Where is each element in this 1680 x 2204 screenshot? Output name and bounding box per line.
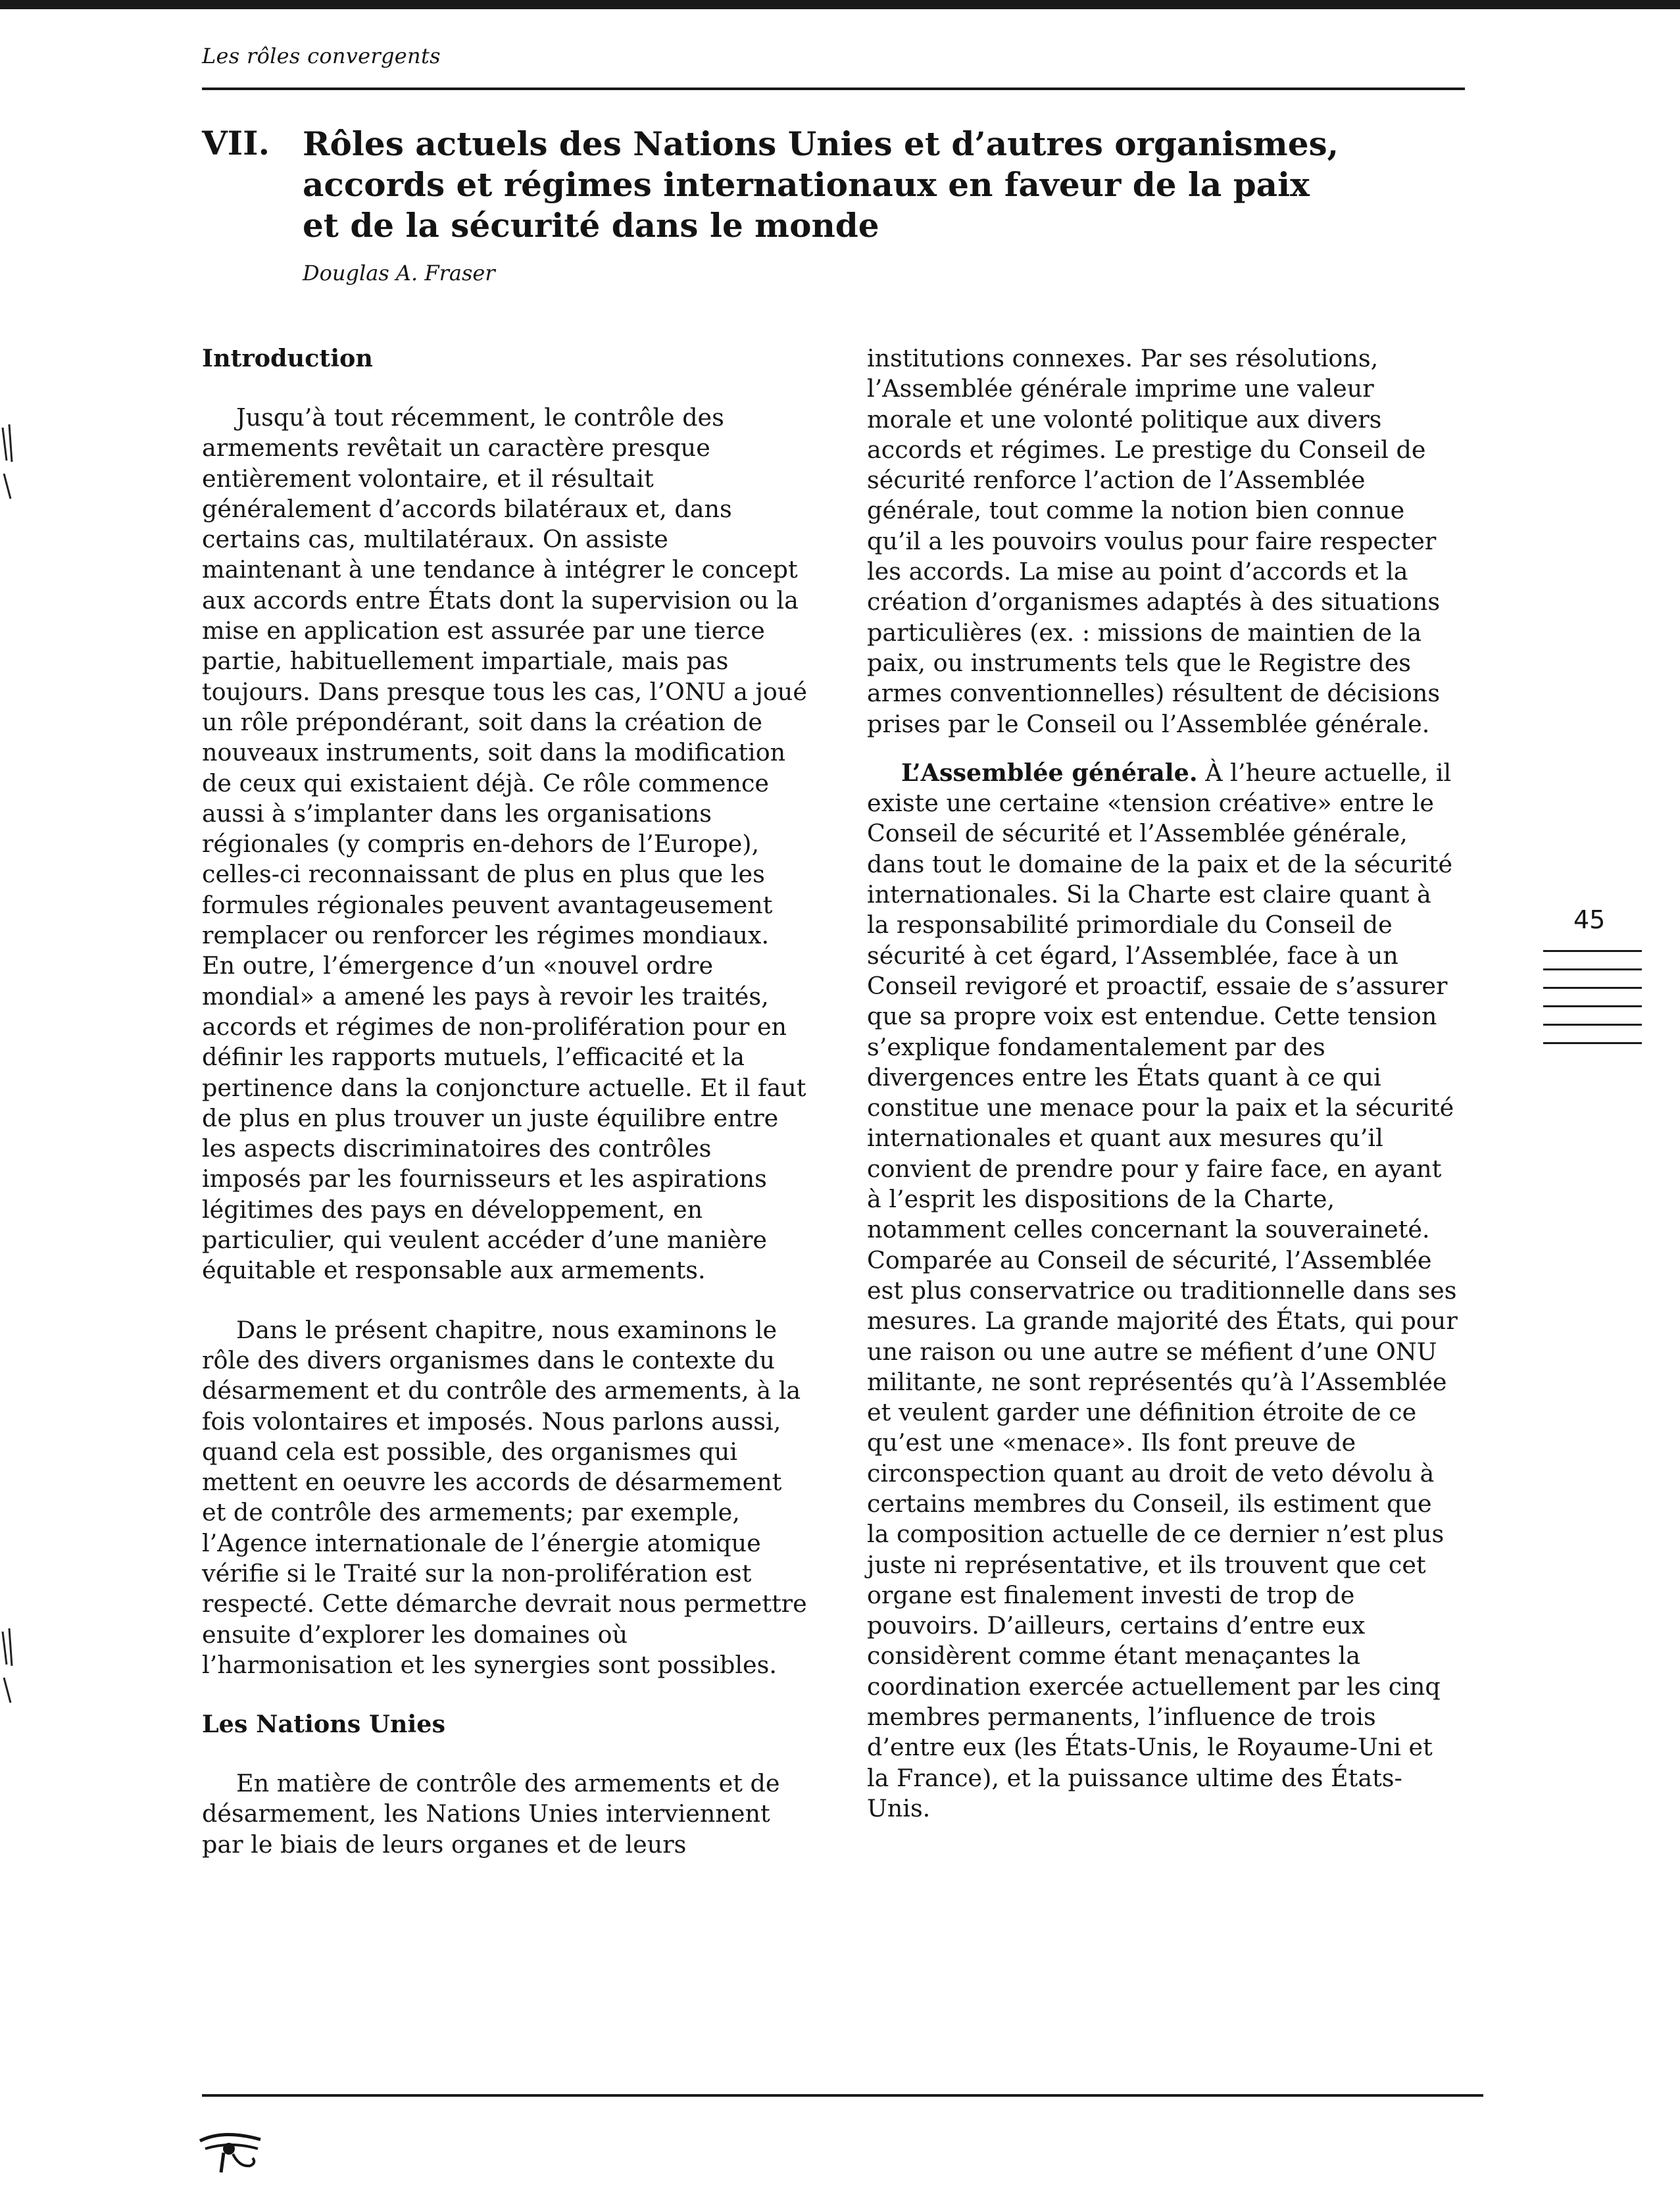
top-edge-band: [0, 0, 1680, 9]
left-column: [202, 343, 807, 1860]
chapter-title-line-3: et de la sécurité dans le monde: [303, 206, 879, 245]
page-number: 45: [1573, 905, 1606, 934]
running-head: Les rôles convergents: [202, 43, 441, 68]
footer-rule: [202, 2094, 1483, 2097]
eye-of-horus-icon: [197, 2126, 263, 2176]
section-heading-introduction: Introduction: [202, 344, 373, 372]
header-rule: [202, 88, 1465, 90]
paragraph-lead-in: L’Assemblée générale.: [901, 758, 1198, 787]
paragraph: [867, 758, 1459, 1824]
paragraph: Dans le présent chapitre, nous examinons le rôle des divers organismes dans le contexte du désarmement et du contrôle des armements, à la fois volontaires et imposés. Nous parlons aussi, quand cela est possible, des organismes qui mettent en oeuvre les accords de désarmement et de contrôle des armements; par exemple, l’Agence internationale de l’énergie atomique vérifie si le Traité sur la non-prolifération est respecté. Cette démarche devrait nous permettre ensuite d’explorer les domaines où l’harmonisation et les synergies sont possibles.: [202, 1315, 807, 1679]
chapter-title-line-1: Rôles actuels des Nations Unies et d’autres organismes,: [303, 124, 1339, 163]
chapter-title: [303, 124, 1434, 246]
section-heading-nations-unies: Les Nations Unies: [202, 1710, 446, 1739]
chapter-title-line-2: accords et régimes internationaux en faveur de la paix: [303, 165, 1310, 204]
author-name: Douglas A. Fraser: [303, 261, 495, 286]
binding-mark: [0, 1625, 16, 1704]
paragraph: En matière de contrôle des armements et de désarmement, les Nations Unies interviennent par le biais de leurs organes et de leurs: [202, 1769, 780, 1859]
margin-thumb-index: [1543, 950, 1642, 1061]
chapter-number: VII.: [202, 124, 270, 163]
right-column: [867, 343, 1459, 1824]
binding-mark: [0, 421, 16, 500]
paragraph: Jusqu’à tout récemment, le contrôle des armements revêtait un caractère presque entièrement volontaire, et il résultait généralement d’accords bilatéraux et, dans certains cas, multilatéraux. On assiste maintenant à une tendance à intégrer le concept aux accords entre États dont la supervision ou la mise en application est assurée par une tierce partie, habituellement impartiale, mais pas toujours. Dans presque tous les cas, l’ONU a joué un rôle prépondérant, soit dans la création de nouveaux instruments, soit dans la modification de ceux qui existaient déjà. Ce rôle commence aussi à s’implanter dans les organisations régionales (y compris en-dehors de l’Europe), celles-ci reconnaissant de plus en plus que les formules régionales peuvent avantageusement remplacer ou renforcer les régimes mondiaux. En outre, l’émergence d’un «nouvel ordre mondial» a amené les pays à revoir les traités, accords et régimes de non-prolifération pour en définir les rapports mutuels, l’efficacité et la pertinence dans la conjoncture actuelle. Et il faut de plus en plus trouver un juste équilibre entre les aspects discriminatoires des contrôles imposés par les fournisseurs et les aspirations légitimes des pays en développement, en particulier, qui veulent accéder d’une manière équitable et responsable aux armements.: [202, 403, 807, 1285]
paragraph: institutions connexes. Par ses résolutions, l’Assemblée générale imprime une valeur morale et une volonté politique aux divers accords et régimes. Le prestige du Conseil de sécurité renforce l’action de l’Assemblée générale, tout comme la notion bien connue qu’il a les pouvoirs voulus pour faire respecter les accords. La mise au point d’accords et la création d’organismes adaptés à des situations particulières (ex. : missions de maintien de la paix, ou instruments tels que le Registre des armes conventionnelles) résultent de décisions prises par le Conseil ou l’Assemblée générale.: [867, 344, 1441, 738]
paragraph-body: À l’heure actuelle, il existe une certaine «tension créative» entre le Conseil de sécurité et l’Assemblée générale, dans tout le domaine de la paix et de la sécurité internationales. Si la Charte est claire quant à la responsabilité primordiale du Conseil de sécurité à cet égard, l’Assemblée, face à un Conseil revigoré et proactif, essaie de s’assurer que sa propre voix est entendue. Cette tension s’explique fondamentalement par des divergences entre les États quant à ce qui constitue une menace pour la paix et la sécurité internationales et quant aux mesures qu’il convient de prendre pour y faire face, en ayant à l’esprit les dispositions de la Charte, notamment celles concernant la souveraineté. Comparée au Conseil de sécurité, l’Assemblée est plus conservatrice ou traditionnelle dans ses mesures. La grande majorité des États, qui pour une raison ou une autre se méfient d’une ONU militante, ne sont représentés qu’à l’Assemblée et veulent garder une définition étroite de ce qu’est une «menace». Ils font preuve de circonspection quant au droit de veto dévolu à certains membres du Conseil, ils estiment que la composition actuelle de ce dernier n’est plus juste ni représentative, et ils trouvent que cet organe est finalement investi de trop de pouvoirs. D’ailleurs, certains d’entre eux considèrent comme étant menaçantes la coordination exercée actuellement par les cinq membres permanents, l’influence de trois d’entre eux (les États-Unis, le Royaume-Uni et la France), et la puissance ultime des États-Unis.: [867, 758, 1458, 1822]
